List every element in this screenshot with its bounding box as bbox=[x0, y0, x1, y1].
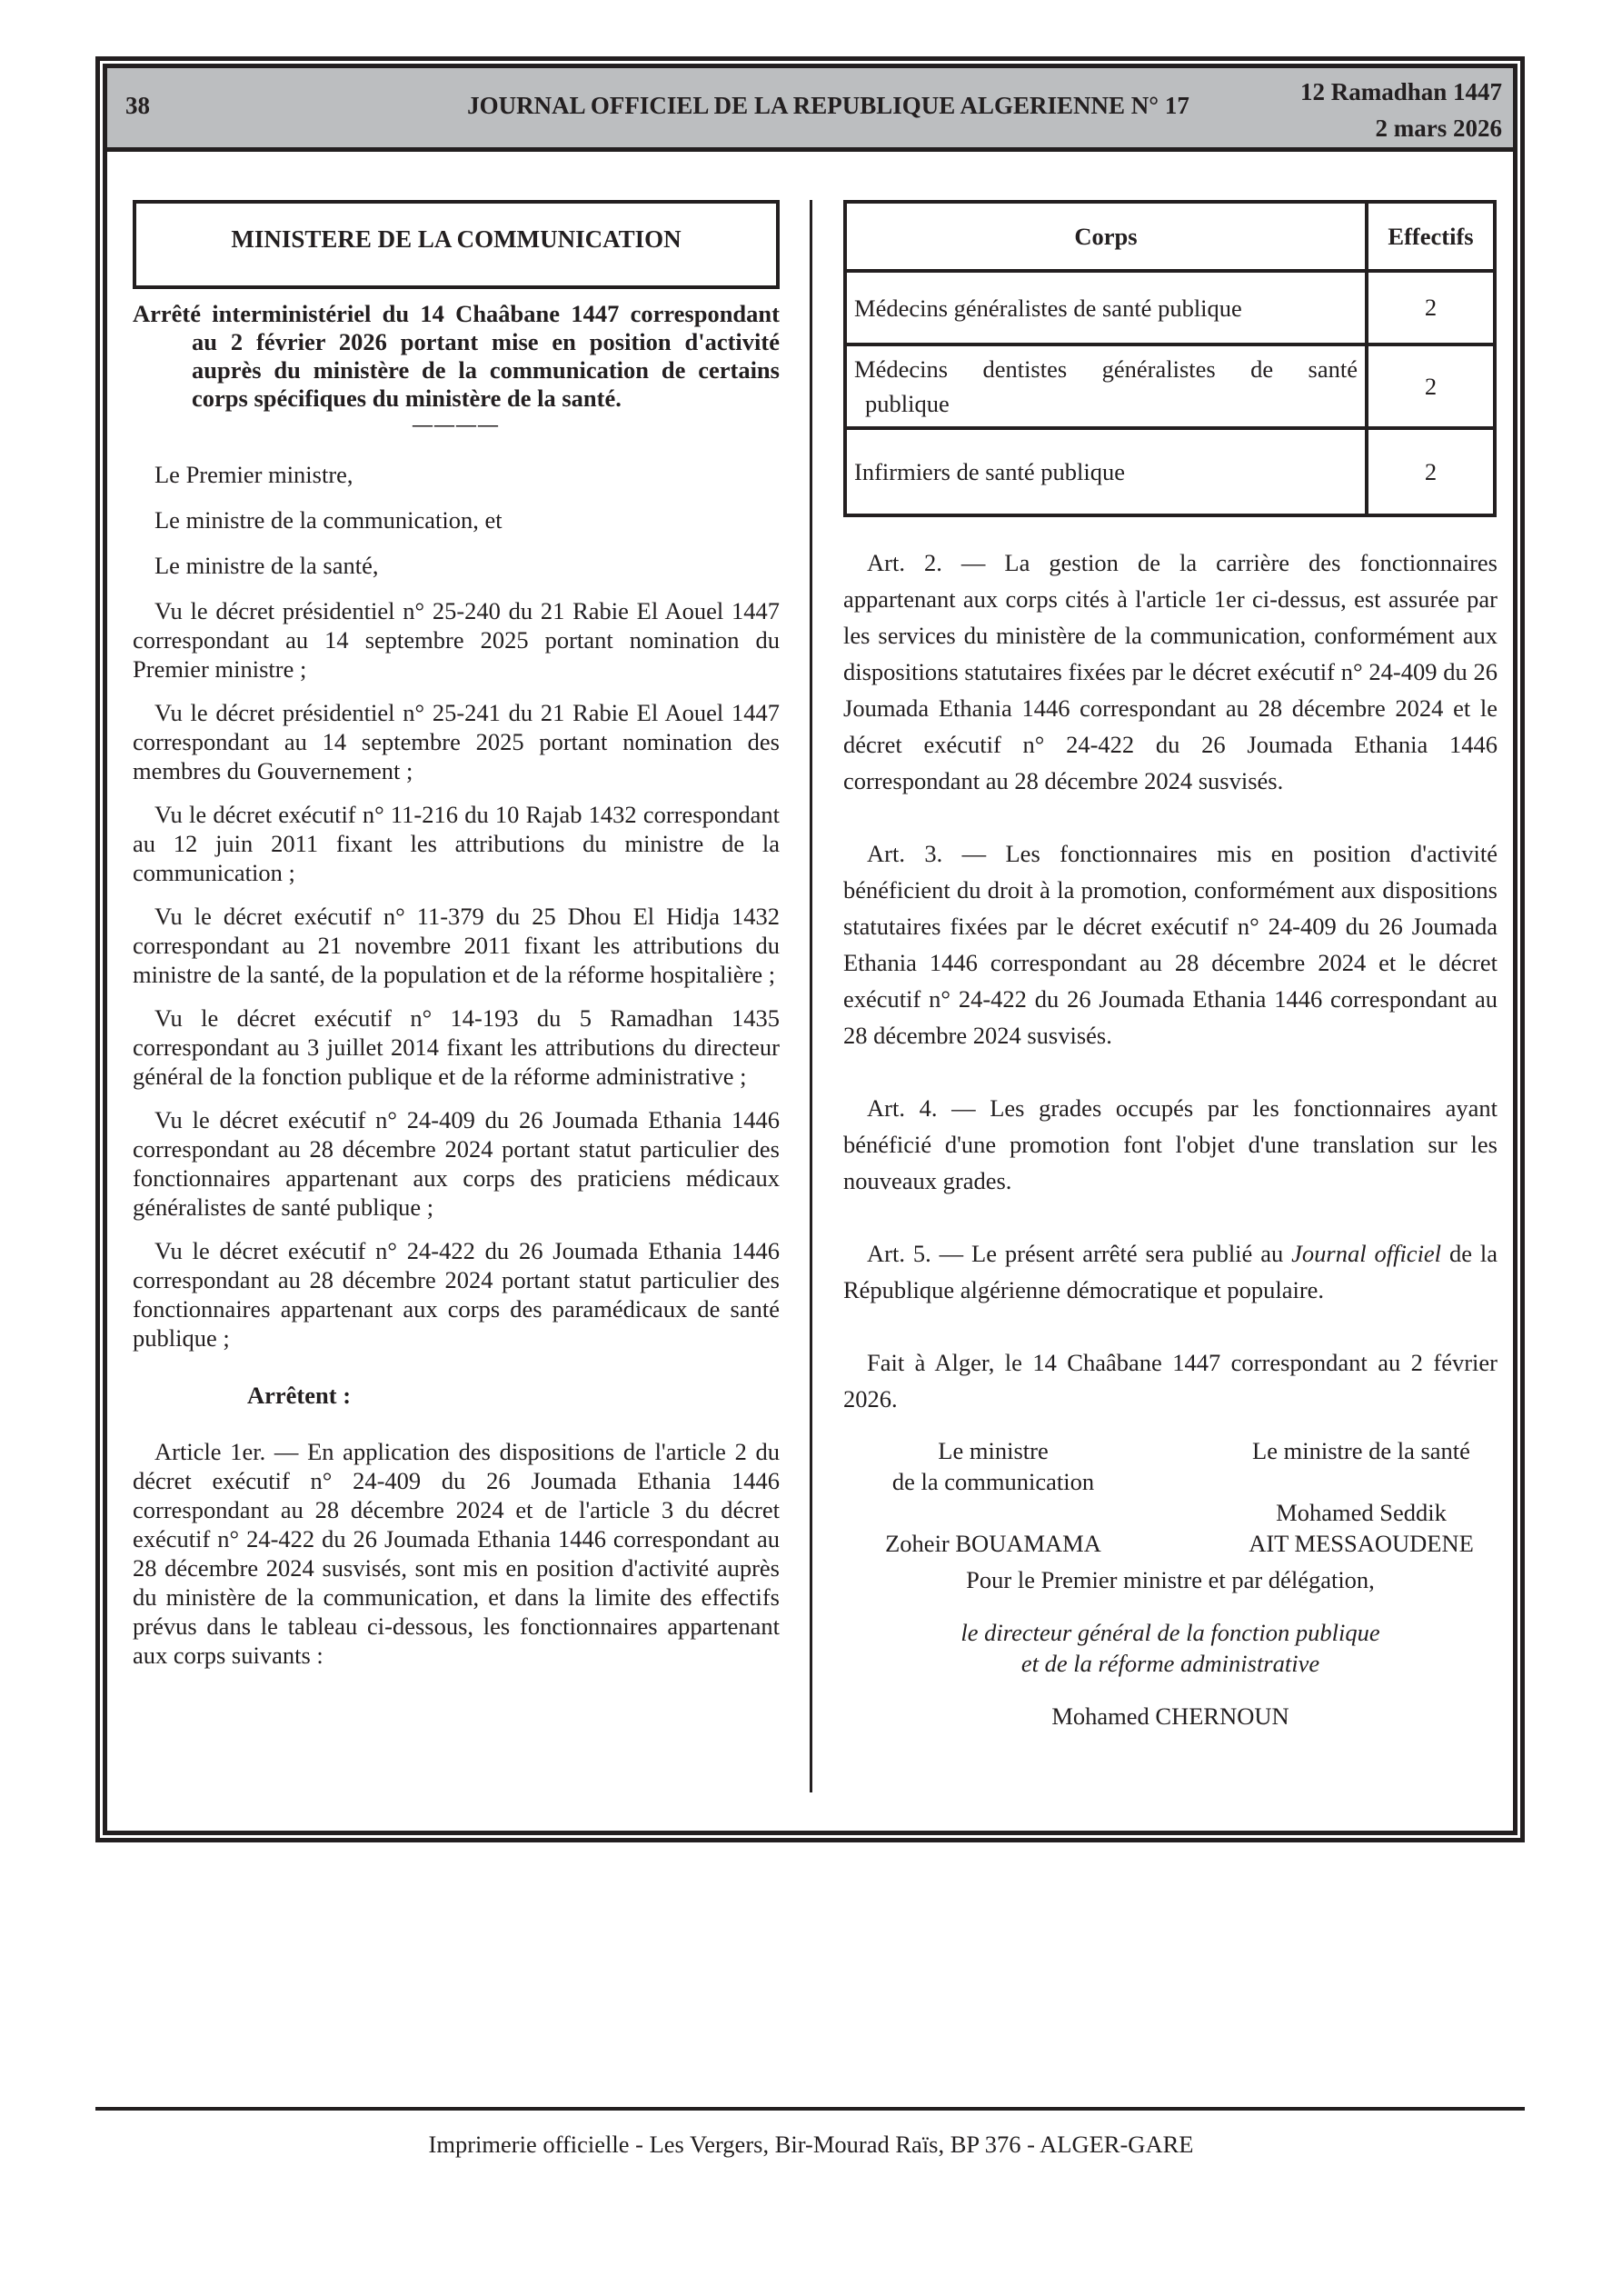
article-5-text: de la République algérienne démocratique et populaire. bbox=[843, 1240, 1498, 1303]
table-row bbox=[845, 344, 1495, 428]
visa-paragraph: Vu le décret exécutif n° 11-216 du 10 Rajab 1432 correspondant au 12 juin 2011 fixant les attributions du ministre de la communication ; bbox=[133, 801, 780, 886]
corps-name-line: publique bbox=[865, 390, 950, 417]
preamble-line: Le ministre de la communication, et bbox=[154, 506, 503, 534]
visa-paragraph: Vu le décret exécutif n° 14-193 du 5 Ramadhan 1435 correspondant au 3 juillet 2014 fixant les attributions du directeur général de la fonction publique et de la réforme administrative ; bbox=[133, 1004, 780, 1090]
article-3: Art. 3. — Les fonctionnaires mis en position d'activité bénéficient du droit à la promotion, conformément aux dispositions statutaires fixées par le décret exécutif n° 24-409 du 26 Joumada Ethania 1446 correspondant au 28 décembre 2024 et le décret exécutif n° 24-422 du 26 Joumada Ethania 1446 correspondant au 28 décembre 2024 susvisés. bbox=[843, 840, 1498, 1049]
journal-header bbox=[107, 68, 1513, 152]
visa-paragraph: Vu le décret exécutif n° 24-409 du 26 Joumada Ethania 1446 correspondant au 28 décembre 2024 portant statut particulier des fonctionnaires appartenant aux corps des praticiens médicaux généralistes de santé publique ; bbox=[133, 1106, 780, 1221]
signatory-title: Le ministre bbox=[938, 1437, 1049, 1464]
signatory-title: Le ministre de la santé bbox=[1252, 1437, 1470, 1464]
effectifs-value: 2 bbox=[1367, 271, 1495, 344]
signatory-title: de la communication bbox=[891, 1468, 1095, 1495]
signatures bbox=[843, 1435, 1498, 1559]
table-row bbox=[845, 428, 1495, 515]
visa-paragraph: Vu le décret présidentiel n° 25-241 du 21 Rabie El Aouel 1447 correspondant au 14 septembre 2025 portant nomination des membres du Gouvernement ; bbox=[133, 699, 780, 784]
corps-name-line: Médecins dentistes généralistes de santé bbox=[854, 355, 1358, 383]
signatory-name: AIT MESSAOUDENE bbox=[1249, 1530, 1474, 1557]
title-separator: ———— bbox=[413, 413, 500, 435]
column-divider bbox=[810, 200, 812, 1792]
article-1: Article 1er. — En application des dispositions de l'article 2 du décret exécutif n° 24-409 du 26 Joumada Ethania 1446 correspondant au 28 décembre 2024 et de l'article 3 du décret exécutif n° 24-422 du 26 Joumada Ethania 1446 correspondant au 28 décembre 2024 susvisés, sont mis en position d'activité auprès du ministère de la communication, et dans la limite des effectifs prévus dans le tableau ci-dessous, les fonctionnaires appartenant aux corps suivants : bbox=[133, 1438, 780, 1669]
ministry-heading: MINISTERE DE LA COMMUNICATION bbox=[133, 200, 780, 289]
visa-paragraph: Vu le décret exécutif n° 11-379 du 25 Dhou El Hidja 1432 correspondant au 21 novembre 2011 fixant les attributions du ministre de la santé, de la population et de la réforme hospitalière ; bbox=[133, 903, 780, 988]
effectifs-value: 2 bbox=[1367, 344, 1495, 428]
corps-name bbox=[845, 344, 1367, 428]
article-5 bbox=[843, 1235, 1498, 1308]
director-title: le directeur général de la fonction publique bbox=[960, 1619, 1380, 1646]
arretent-heading: Arrêtent : bbox=[247, 1382, 352, 1409]
decree-title: Arrêté interministériel du 14 Chaâbane 1447 correspondant au 2 février 2026 portant mise en position d'activité auprès du ministère de la communication de certains corps spécifiques du ministère de la santé. bbox=[133, 300, 780, 412]
article-4: Art. 4. — Les grades occupés par les fonctionnaires ayant bénéficié d'une promotion font l'objet d'une translation sur les nouveaux grades. bbox=[843, 1094, 1498, 1194]
signatory-name: Mohamed Seddik bbox=[1276, 1499, 1447, 1526]
director-title: et de la réforme administrative bbox=[1020, 1650, 1320, 1677]
effectifs-value: 2 bbox=[1367, 428, 1495, 515]
director-name: Mohamed CHERNOUN bbox=[1051, 1702, 1289, 1730]
corps-table bbox=[843, 200, 1497, 517]
footer-rule bbox=[95, 2107, 1525, 2111]
journal-title: JOURNAL OFFICIEL DE LA REPUBLIQUE ALGERIENNE N° 17 bbox=[467, 92, 1189, 119]
signature-communication bbox=[843, 1435, 1143, 1559]
corps-name: Médecins généralistes de santé publique bbox=[845, 271, 1367, 344]
visa-paragraph: Vu le décret exécutif n° 24-422 du 26 Joumada Ethania 1446 correspondant au 28 décembre 2024 portant statut particulier des fonctionnaires appartenant aux corps des paramédicaux de santé publique ; bbox=[133, 1237, 780, 1352]
page-number: 38 bbox=[125, 92, 150, 119]
header-effectifs: Effectifs bbox=[1367, 202, 1495, 271]
right-column bbox=[843, 200, 1498, 1732]
corps-name: Infirmiers de santé publique bbox=[845, 428, 1367, 515]
done-at: Fait à Alger, le 14 Chaâbane 1447 correspondant au 2 février 2026. bbox=[843, 1349, 1498, 1413]
signature-sante bbox=[1225, 1435, 1498, 1559]
preamble-line: Le Premier ministre, bbox=[154, 461, 353, 488]
preamble-line: Le ministre de la santé, bbox=[154, 552, 379, 579]
table-row bbox=[845, 271, 1495, 344]
hijri-date: 12 Ramadhan 1447 bbox=[1299, 78, 1502, 105]
article-5-text: Art. 5. — Le présent arrêté sera publié au bbox=[867, 1240, 1292, 1267]
article-2: Art. 2. — La gestion de la carrière des fonctionnaires appartenant aux corps cités à l'article 1er ci-dessus, est assurée par les services du ministère de la communication, conformément aux dispositions statutaires fixées par le décret exécutif n° 24-409 du 26 Joumada Ethania 1446 correspondant au 28 décembre 2024 et le décret exécutif n° 24-422 du 26 Joumada Ethania 1446 correspondant au 28 décembre 2024 susvisés. bbox=[843, 549, 1498, 794]
table-header-row bbox=[845, 202, 1495, 271]
delegation-line: Pour le Premier ministre et par délégation, bbox=[966, 1566, 1375, 1593]
left-column bbox=[133, 200, 780, 1670]
printer-footer: Imprimerie officielle - Les Vergers, Bir-Mourad Raïs, BP 376 - ALGER-GARE bbox=[428, 2131, 1194, 2158]
signatory-name: Zoheir BOUAMAMA bbox=[885, 1530, 1101, 1557]
journal-officiel-ref: Journal officiel bbox=[1291, 1240, 1442, 1267]
gregorian-date: 2 mars 2026 bbox=[1375, 115, 1502, 142]
visa-paragraph: Vu le décret présidentiel n° 25-240 du 21 Rabie El Aouel 1447 correspondant au 14 septembre 2025 portant nomination du Premier ministre ; bbox=[133, 597, 780, 683]
header-corps: Corps bbox=[845, 202, 1367, 271]
issue-date bbox=[1300, 74, 1502, 146]
